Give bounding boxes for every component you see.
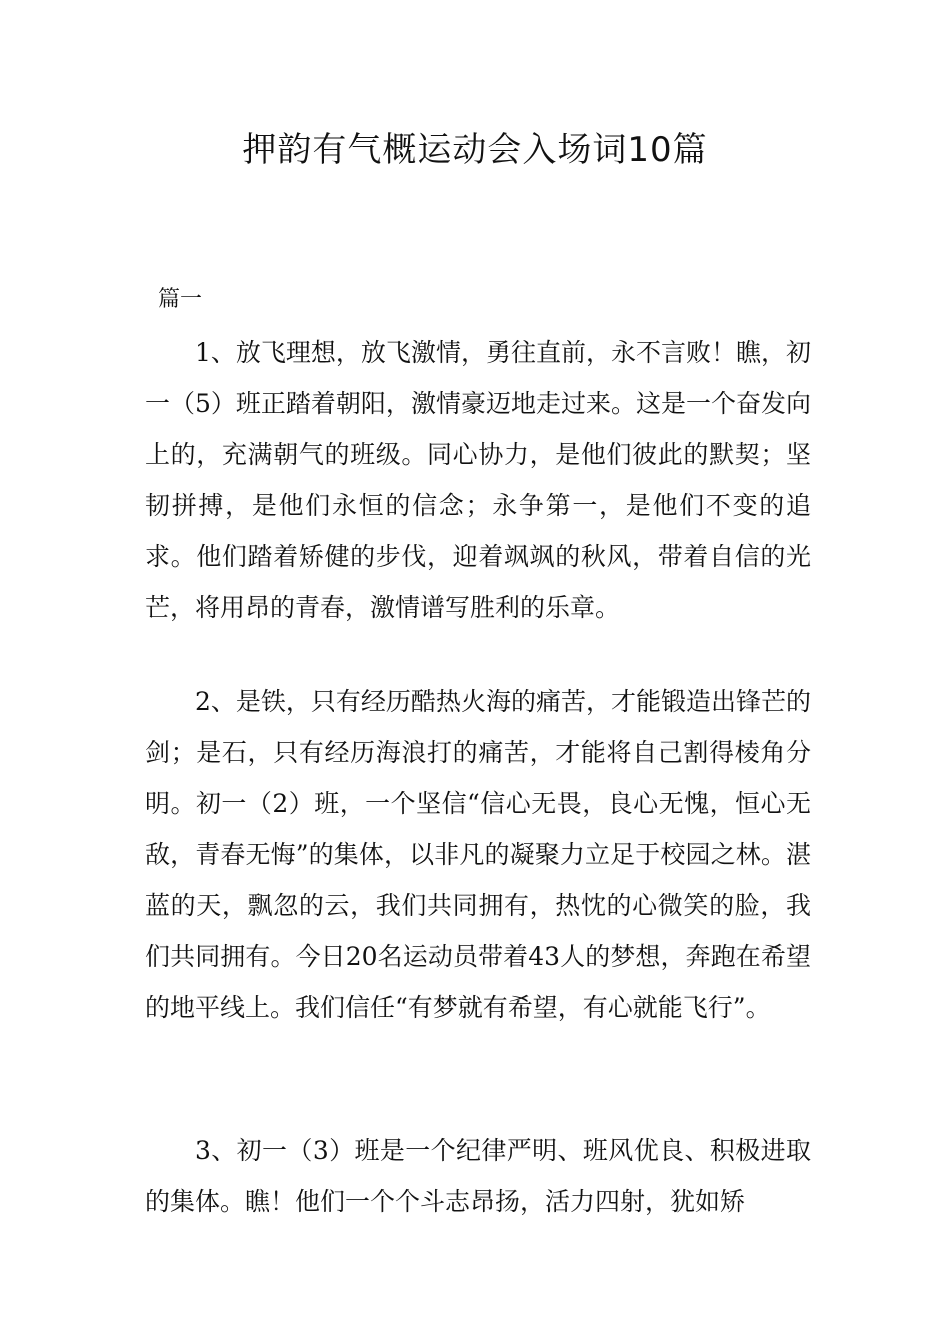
section-heading: 篇一 [158,287,203,312]
paragraph-3: 3、初一（3）班是一个纪律严明、班风优良、积极进取的集体。瞧！他们一个个斗志昂扬，活力四射，犹如矫 [145,1136,811,1216]
document-title: 押韵有气概运动会入场词10篇 [242,130,708,170]
paragraph-1: 1、放飞理想，放飞激情，勇往直前，永不言败！瞧，初一（5）班正踏着朝阳，激情豪迈地走过来。这是一个奋发向上的，充满朝气的班级。同心协力，是他们彼此的默契；坚韧拼搏，是他们永恒的信念；永争第一，是他们不变的追求。他们踏着矫健的步伐，迎着飒飒的秋风，带着自信的光芒，将用昂的青春，激情谱写胜利的乐章。 [145,338,811,622]
paragraph-2: 2、是铁，只有经历酷热火海的痛苦，才能锻造出锋芒的剑；是石，只有经历海浪打的痛苦，才能将自己割得棱角分明。初一（2）班，一个坚信“信心无畏，良心无愧，恒心无敌，青春无悔”的集体，以非凡的凝聚力立足于校园之林。湛蓝的天，飘忽的云，我们共同拥有，热忱的心微笑的脸，我们共同拥有。今日20名运动员带着43人的梦想，奔跑在希望的地平线上。我们信任“有梦就有希望，有心就能飞行”。 [145,687,811,1022]
